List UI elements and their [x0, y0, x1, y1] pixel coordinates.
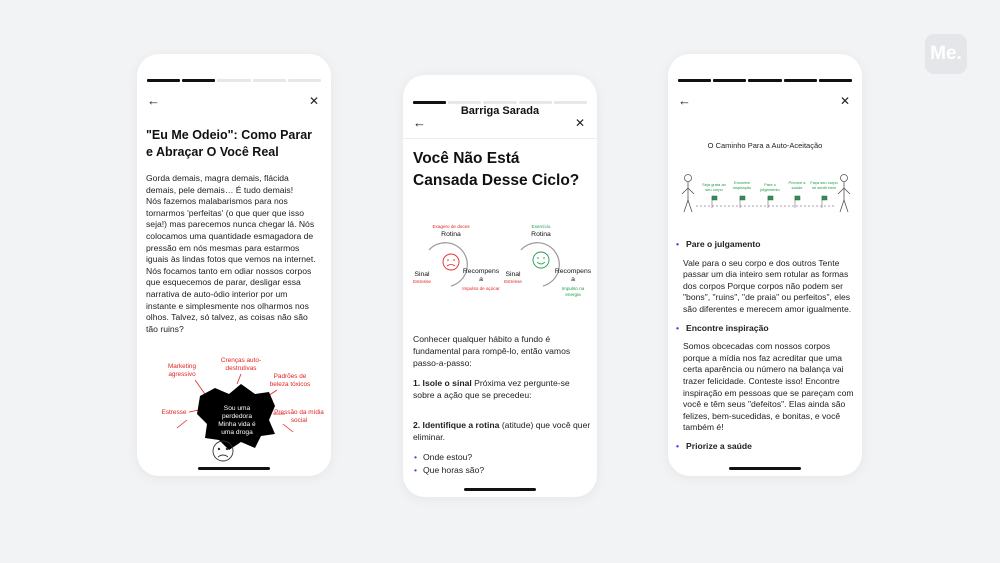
- body-line: iguais às lindas fotos que vemos na internet.: [146, 254, 316, 265]
- step-text: (atitude) que você quer eliminar.: [413, 420, 591, 442]
- step-label: saúde: [791, 185, 803, 190]
- loop-note: Estresse: [504, 279, 522, 284]
- label-stress: Estresse: [161, 409, 187, 416]
- body-line: seja!) mas parecemos nunca chegar lá. Nós: [146, 219, 315, 230]
- body-line: tornarmos 'perfeitas' (o que quer que isso: [146, 207, 305, 218]
- top-bar: [668, 92, 862, 110]
- body-line: Nós fazemos malabarismos para nos: [146, 196, 288, 207]
- body-line: Nós focamos tanto em odiar nossos corpos: [146, 265, 312, 276]
- loop-routine: Rotina: [531, 231, 551, 238]
- label-beliefs-2: destrutivas: [225, 365, 257, 372]
- progress-segment: [784, 79, 817, 82]
- title-line: e Abraçar O Você Real: [146, 145, 279, 159]
- divider: [403, 138, 597, 139]
- body-line: tão ruins?: [146, 323, 184, 334]
- loop-note: Exercício: [531, 224, 551, 229]
- bubble-line: Sou uma: [223, 405, 251, 412]
- bubble-line: uma droga: [221, 429, 253, 436]
- progress-segment: [182, 79, 215, 82]
- article-body: [678, 239, 856, 460]
- label-marketing-2: agressivo: [168, 371, 196, 378]
- question-list: [413, 451, 591, 476]
- label-media-2: social: [290, 417, 308, 424]
- progress-segment: [819, 79, 852, 82]
- loop-reward-2: a: [571, 276, 575, 283]
- label-beliefs: Crenças auto-: [220, 357, 262, 364]
- title-line: "Eu Me Odeio": Como Parar: [146, 128, 313, 142]
- progress-segment: [448, 101, 481, 104]
- step-label: Priorize a: [788, 180, 806, 185]
- progress-segment: [748, 79, 781, 82]
- home-indicator: [729, 467, 801, 470]
- body-line: colocamos uma quantidade esmagadora de: [146, 230, 314, 241]
- top-bar: [403, 114, 597, 132]
- progress-segment: [288, 79, 321, 82]
- progress-segment: [413, 101, 446, 104]
- step-label: Seja grata ao: [702, 182, 726, 187]
- self-hate-illustration: [137, 350, 331, 470]
- step-label: seu corpo: [705, 187, 723, 192]
- step-2: [413, 419, 591, 443]
- course-header: Barriga Sarada: [460, 105, 540, 117]
- title-line: Você Não Está: [413, 150, 520, 167]
- step-label: 1. Isole o sinal: [413, 378, 472, 388]
- loop-routine: Rotina: [441, 231, 461, 238]
- section-heading: • Encontre inspiração: [678, 323, 856, 335]
- step-label: Encontre: [733, 180, 751, 185]
- progress-segment: [678, 79, 711, 82]
- close-icon[interactable]: ✕: [839, 94, 850, 108]
- figure-title: O Caminho Para a Auto-Aceitação: [707, 141, 823, 150]
- article-title: [413, 148, 593, 192]
- back-arrow-icon[interactable]: ←: [413, 115, 426, 130]
- progress-segment: [147, 79, 180, 82]
- step-label: julgamento: [760, 187, 780, 192]
- progress-segment: [217, 79, 250, 82]
- story-progress: [413, 101, 587, 104]
- bubble-line: Minha vida é: [218, 421, 256, 428]
- home-indicator: [464, 488, 536, 491]
- body-line: demais, pele demais… É tudo demais!: [146, 184, 294, 195]
- loop-note: Impulso de açúcar: [462, 286, 500, 291]
- step-label: 2. Identifique a rotina: [413, 420, 500, 430]
- loop-reward: Recompens: [554, 268, 592, 275]
- body-line: Gorda demais, magra demais, flácida: [146, 173, 289, 183]
- habit-loop-diagram: [403, 220, 597, 310]
- label-beauty: Padrões de: [273, 373, 307, 380]
- app-logo: Me.: [925, 34, 967, 74]
- phone-screen-1: [137, 54, 331, 476]
- top-bar: [137, 92, 331, 110]
- loop-note: Exagero de doces: [432, 224, 470, 229]
- progress-segment: [519, 101, 552, 104]
- section-heading: • Priorize a saúde: [678, 441, 856, 453]
- body-line: narrativa de auto-ódio interior por um: [146, 288, 288, 299]
- progress-segment: [253, 79, 286, 82]
- article-body: [413, 333, 591, 477]
- person-figure: [682, 175, 694, 213]
- loop-cue: Sinal: [505, 271, 521, 278]
- step-label: Pare o: [764, 182, 776, 187]
- step-label: inspiração: [732, 185, 752, 190]
- body-line: instante e simplesmente nos olharmos nos: [146, 300, 309, 311]
- phone-screen-3: [668, 54, 862, 476]
- body-line: pressão em nós mesmas para estarmos: [146, 242, 300, 253]
- good-habit-loop: [504, 224, 592, 297]
- back-arrow-icon[interactable]: ←: [678, 93, 691, 108]
- loop-reward: Recompens: [462, 268, 500, 275]
- close-icon[interactable]: ✕: [574, 116, 585, 130]
- step-1: [413, 377, 591, 401]
- progress-segment: [483, 101, 516, 104]
- loop-reward-2: a: [479, 276, 483, 283]
- story-progress: [678, 79, 852, 82]
- step-text: Próxima vez pergunte-se sobre a ação que se precedeu:: [413, 378, 570, 400]
- back-arrow-icon[interactable]: ←: [147, 93, 160, 108]
- section-paragraph: Somos obcecadas com nossos corpos porque a mídia nos faz acreditar que uma certa aparência ou número na balança vai trazer felicidade. Conteste isso! Encontre inspiração em pessoas que se pareçam com você e têm seus "defeitos". Elas ainda são felizes, bem-sucedidas, e bonitas, e você também é!: [683, 341, 854, 433]
- sad-face-icon: [443, 254, 459, 270]
- happy-face-icon: [533, 252, 549, 268]
- loop-cue: Sinal: [414, 271, 430, 278]
- label-media: Pressão da mídia: [274, 409, 324, 416]
- loop-note: Estresse: [413, 279, 431, 284]
- label-marketing: Marketing: [167, 363, 197, 370]
- article-body: [146, 173, 326, 335]
- label-beauty-2: beleza tóxicos: [269, 381, 311, 388]
- phone-screen-2: [403, 75, 597, 497]
- close-icon[interactable]: ✕: [308, 94, 319, 108]
- home-indicator: [198, 467, 270, 470]
- loop-note-2: energia: [565, 292, 581, 297]
- step-label: se sentir bem: [811, 185, 837, 190]
- self-acceptance-path-illustration: [668, 166, 862, 220]
- person-figure: [838, 175, 850, 213]
- title-line: Cansada Desse Ciclo?: [413, 172, 580, 189]
- bad-habit-loop: [413, 224, 500, 291]
- story-progress: [147, 79, 321, 82]
- bubble-line: perdedora: [221, 413, 253, 420]
- list-item: • Onde estou?: [423, 451, 591, 463]
- body-line: olhos. Talvez, só talvez, as coisas não são: [146, 312, 308, 323]
- progress-segment: [554, 101, 587, 104]
- progress-segment: [713, 79, 746, 82]
- article-title: [146, 127, 322, 161]
- step-label: Faça seu corpo: [810, 180, 838, 185]
- section-paragraph: Vale para o seu corpo e dos outros Tente passar um dia inteiro sem rotular as formas dos corpos Porque corpos não podem ser "bons", "ruins", "de praia" ou perfeitos", eles são diferentes e merecem amor igualmente.: [683, 257, 852, 314]
- list-item: • Que horas são?: [423, 464, 591, 476]
- loop-note: Impulso na: [561, 286, 585, 291]
- intro-paragraph: Conhecer qualquer hábito a fundo é fundamental para rompê-lo, então vamos passo-a-passo:: [413, 334, 571, 368]
- body-line: que esquecemos de parar, desligar essa: [146, 277, 301, 288]
- section-heading: • Pare o julgamento: [678, 239, 856, 251]
